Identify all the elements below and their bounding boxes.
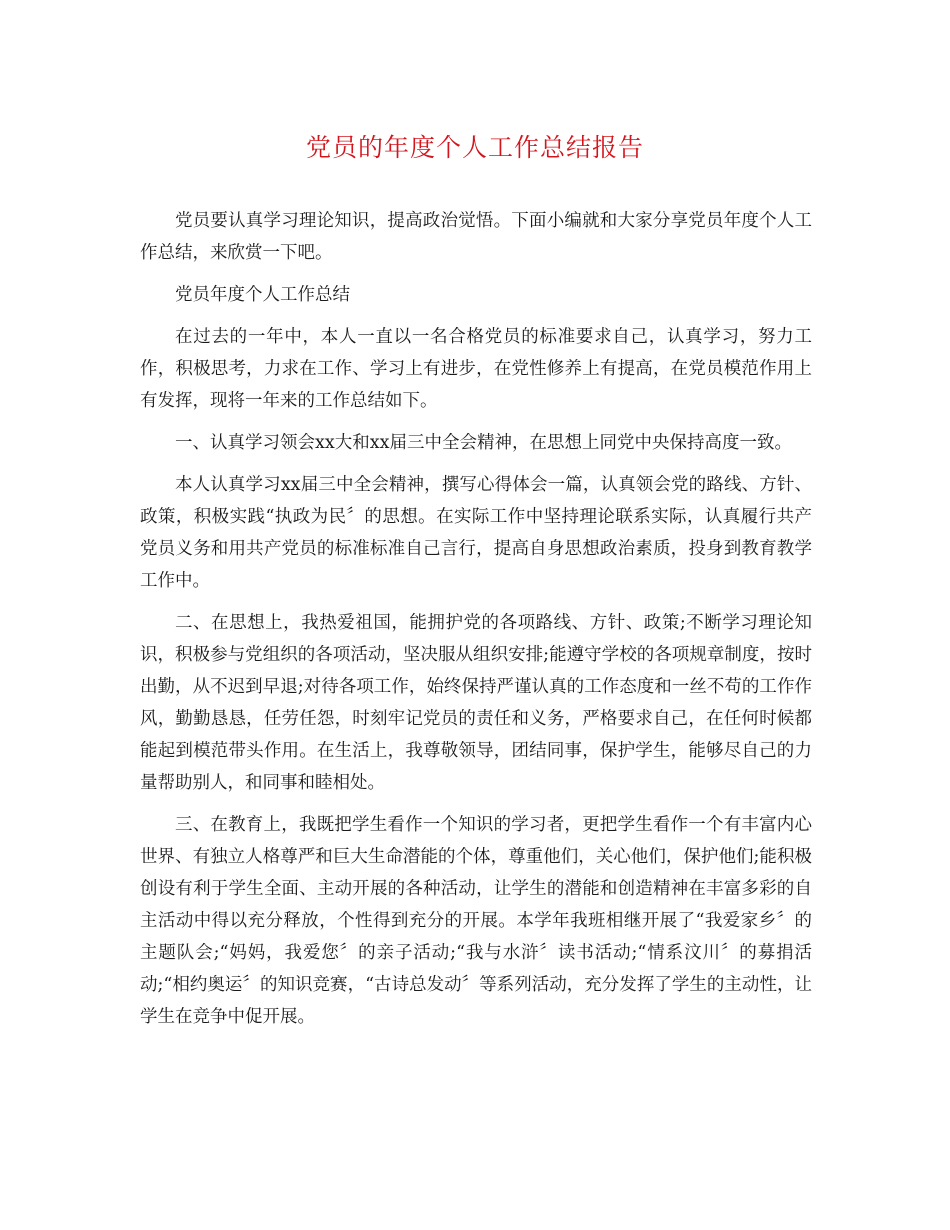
body-paragraph: 三、在教育上，我既把学生看作一个知识的学习者，更把学生看作一个有丰富内心世界、有独立人格尊严和巨大生命潜能的个体，尊重他们，关心他们，保护他们;能积极创设有利于学生全面、主动开展的各种活动，让学生的潜能和创造精神在丰富多彩的自主活动中得以充分释放，个性得到充分的开展。本学年我班相继开展了“我爱家乡〞的主题队会;“妈妈，我爱您〞的亲子活动;“我与水浒〞读书活动;“情系汶川〞的募捐活动;“相约奥运〞的知识竞赛，“古诗总发动〞等系列活动，充分发挥了学生的主动性，让学生在竞争中促开展。 xyxy=(140,815,812,1027)
document-body xyxy=(140,205,812,1033)
intro-paragraph: 党员要认真学习理论知识，提高政治觉悟。下面小编就和大家分享党员年度个人工作总结，来欣赏一下吧。 xyxy=(140,211,812,263)
section-heading: 党员年度个人工作总结 xyxy=(175,285,350,305)
body-paragraph: 一、认真学习领会xx大和xx届三中全会精神，在思想上同党中央保持高度一致。 xyxy=(175,433,792,453)
body-paragraph: 本人认真学习xx届三中全会精神，撰写心得体会一篇，认真领会党的路线、方针、政策，积极实践“执政为民〞的思想。在实际工作中坚持理论联系实际，认真履行共产党员义务和用共产党员的标准标准自己言行，提高自身思想政治素质，投身到教育教学工作中。 xyxy=(140,475,812,591)
body-paragraph: 在过去的一年中，本人一直以一名合格党员的标准要求自己，认真学习，努力工作，积极思考，力求在工作、学习上有进步，在党性修养上有提高，在党员模范作用上有发挥，现将一年来的工作总结如下。 xyxy=(140,327,812,411)
body-paragraph: 二、在思想上，我热爱祖国，能拥护党的各项路线、方针、政策;不断学习理论知识，积极参与党组织的各项活动，坚决服从组织安排;能遵守学校的各项规章制度，按时出勤，从不迟到早退;对待各项工作，始终保持严谨认真的工作态度和一丝不苟的工作作风，勤勤恳恳，任劳任怨，时刻牢记党员的责任和义务，严格要求自己，在任何时候都能起到模范带头作用。在生活上，我尊敬领导，团结同事，保护学生，能够尽自己的力量帮助别人，和同事和睦相处。 xyxy=(140,613,812,793)
document-title: 党员的年度个人工作总结报告 xyxy=(305,133,644,162)
